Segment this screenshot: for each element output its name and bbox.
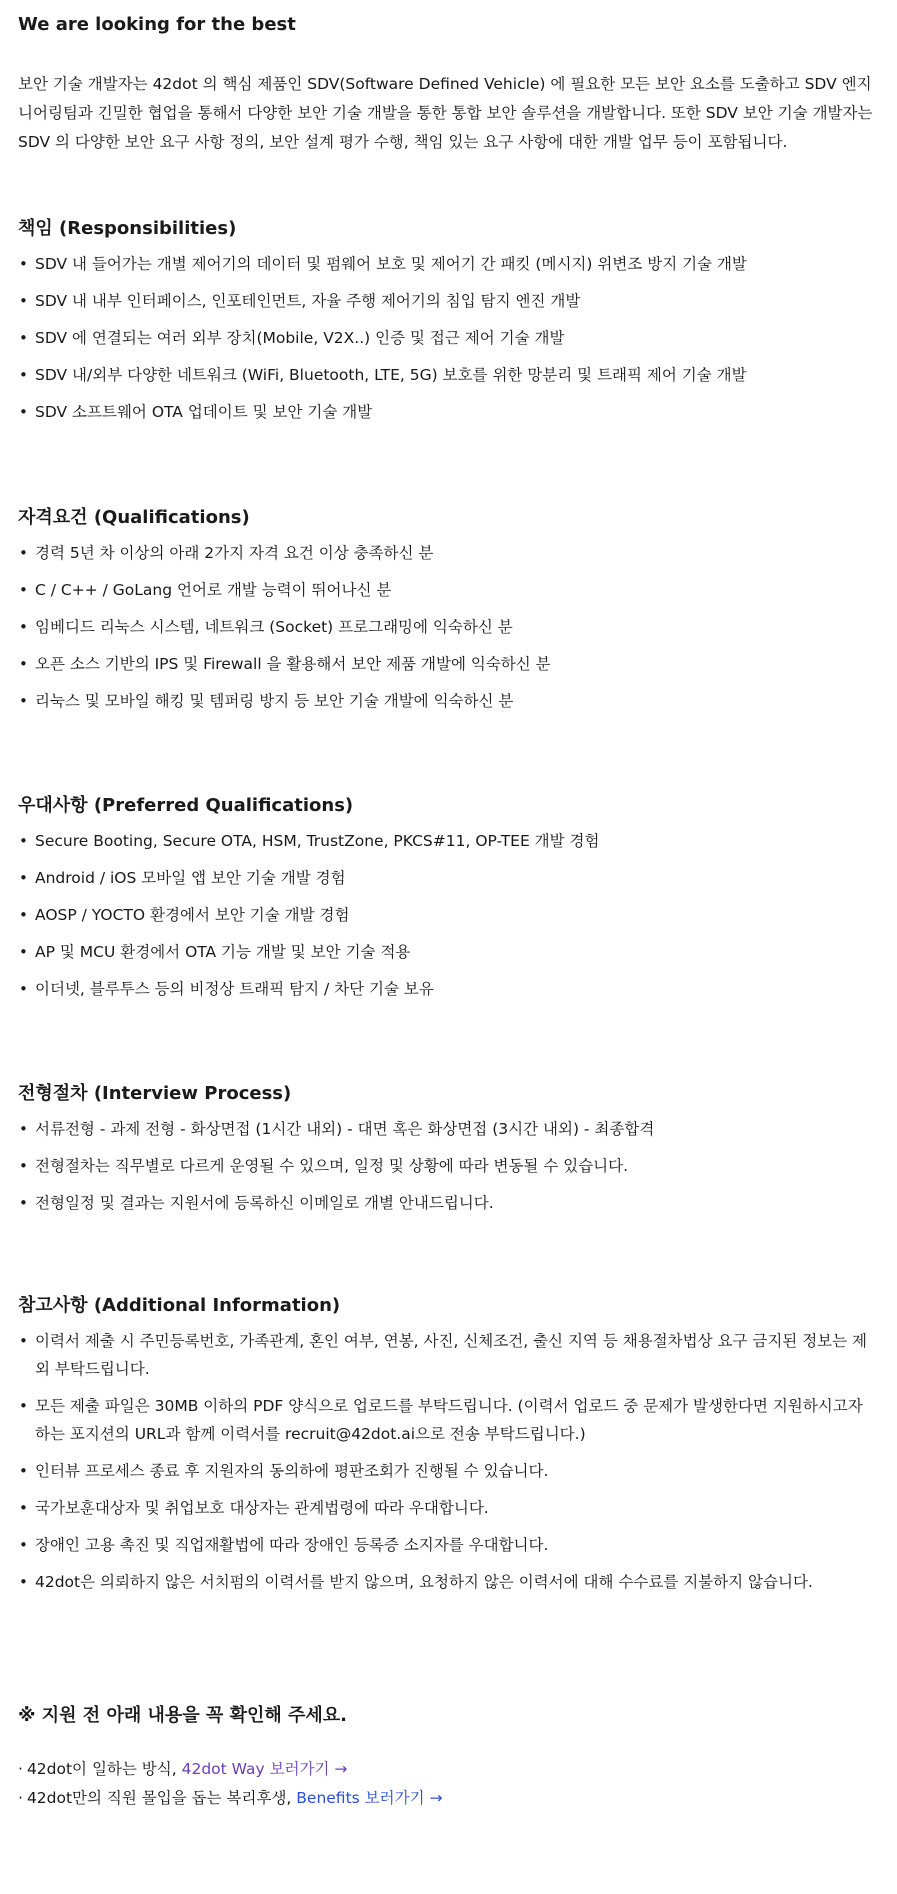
notice-row-text: 42dot만의 직원 몰입을 돕는 복리후생, [26,1789,297,1807]
section-responsibilities [18,216,880,435]
list-item: • SDV 소프트웨어 OTA 업데이트 및 보안 기술 개발 [18,398,880,426]
list-item: • 임베디드 리눅스 시스템, 네트워크 (Socket) 프로그래밍에 익숙하신 분 [18,613,880,641]
section-title: 자격요건 (Qualifications) [18,507,250,528]
list-item: • 서류전형 - 과제 전형 - 화상면접 (1시간 내외) - 대면 혹은 화상면접 (3시간 내외) - 최종합격 [18,1115,880,1143]
list-item: • SDV 내 들어가는 개별 제어기의 데이터 및 펌웨어 보호 및 제어기 간 패킷 (메시지) 위변조 방지 기술 개발 [18,250,880,278]
responsibilities-list [18,250,880,426]
bullet: · [18,1789,23,1807]
bullet: · [18,1760,23,1778]
list-item: • 모든 제출 파일은 30MB 이하의 PDF 양식으로 업로드를 부탁드립니다. (이력서 업로드 중 문제가 발생한다면 지원하시고자 하는 포지션의 URL과 함께 이력서를 recruit@42dot.ai으로 전송 부탁드립니다.) [18,1392,880,1448]
list-item: • 오픈 소스 기반의 IPS 및 Firewall 을 활용해서 보안 제품 개발에 익숙하신 분 [18,650,880,678]
benefits-link[interactable]: Benefits 보러가기 → [296,1789,443,1807]
list-item: • 국가보훈대상자 및 취업보호 대상자는 관계법령에 따라 우대합니다. [18,1494,880,1522]
list-item: • 42dot은 의뢰하지 않은 서치펌의 이력서를 받지 않으며, 요청하지 않은 이력서에 대해 수수료를 지불하지 않습니다. [18,1568,880,1596]
section-additional-information [18,1293,880,1605]
list-item: • AP 및 MCU 환경에서 OTA 기능 개발 및 보안 기술 적용 [18,938,880,966]
list-item: • 이더넷, 블루투스 등의 비정상 트래픽 탐지 / 차단 기술 보유 [18,975,880,1003]
notice-row-way [18,1755,880,1784]
intro-paragraph: 보안 기술 개발자는 42dot 의 핵심 제품인 SDV(Software Defined Vehicle) 에 필요한 모든 보안 요소를 도출하고 SDV 엔지니어링팀과 긴밀한 협업을 통해서 다양한 보안 기술 개발을 통한 통합 보안 솔루션을 개발합니다. 또한 SDV 보안 기술 개발자는 SDV 의 다양한 보안 요구 사항 정의, 보안 설계 평가 수행, 책임 있는 요구 사항에 대한 개발 업무 등이 포함됩니다. [18,75,873,151]
section-title: 참고사항 (Additional Information) [18,1295,341,1316]
list-item: • AOSP / YOCTO 환경에서 보안 기술 개발 경험 [18,901,880,929]
notice-title: ※ 지원 전 아래 내용을 꼭 확인해 주세요. [18,1705,348,1726]
list-item: • SDV 내/외부 다양한 네트워크 (WiFi, Bluetooth, LTE, 5G) 보호를 위한 망분리 및 트래픽 제어 기술 개발 [18,361,880,389]
list-item: • 리눅스 및 모바일 해킹 및 템퍼링 방지 등 보안 기술 개발에 익숙하신 분 [18,687,880,715]
list-item: • 전형절차는 직무별로 다르게 운영될 수 있으며, 일정 및 상황에 따라 변동될 수 있습니다. [18,1152,880,1180]
list-item: • 장애인 고용 촉진 및 직업재활법에 따라 장애인 등록증 소지자를 우대합니다. [18,1531,880,1559]
notice-row-text: 42dot이 일하는 방식, [26,1760,182,1778]
list-item: • SDV 에 연결되는 여러 외부 장치(Mobile, V2X..) 인증 및 접근 제어 기술 개발 [18,324,880,352]
list-item: • 인터뷰 프로세스 종료 후 지원자의 동의하에 평판조회가 진행될 수 있습니다. [18,1457,880,1485]
additional-list [18,1327,880,1596]
section-qualifications [18,505,880,724]
section-interview-process [18,1081,880,1226]
section-preferred [18,793,880,1012]
list-item: • 이력서 제출 시 주민등록번호, 가족관계, 혼인 여부, 연봉, 사진, 신체조건, 출신 지역 등 채용절차법상 요구 금지된 정보는 제외 부탁드립니다. [18,1327,880,1383]
qualifications-list [18,539,880,715]
section-title: 우대사항 (Preferred Qualifications) [18,795,354,816]
headline: We are looking for the best [18,14,296,35]
preferred-list [18,827,880,1003]
notice-row-benefits [18,1784,880,1813]
section-title: 전형절차 (Interview Process) [18,1083,292,1104]
list-item: • Android / iOS 모바일 앱 보안 기술 개발 경험 [18,864,880,892]
list-item: • 전형일정 및 결과는 지원서에 등록하신 이메일로 개별 안내드립니다. [18,1189,880,1217]
process-list [18,1115,880,1217]
section-title: 책임 (Responsibilities) [18,218,237,239]
list-item: • 경력 5년 차 이상의 아래 2가지 자격 요건 이상 충족하신 분 [18,539,880,567]
list-item: • C / C++ / GoLang 언어로 개발 능력이 뛰어나신 분 [18,576,880,604]
list-item: • Secure Booting, Secure OTA, HSM, TrustZone, PKCS#11, OP-TEE 개발 경험 [18,827,880,855]
42dot-way-link[interactable]: 42dot Way 보러가기 → [181,1760,348,1778]
list-item: • SDV 내 내부 인터페이스, 인포테인먼트, 자율 주행 제어기의 침입 탐지 엔진 개발 [18,287,880,315]
notice-block [18,1703,880,1813]
